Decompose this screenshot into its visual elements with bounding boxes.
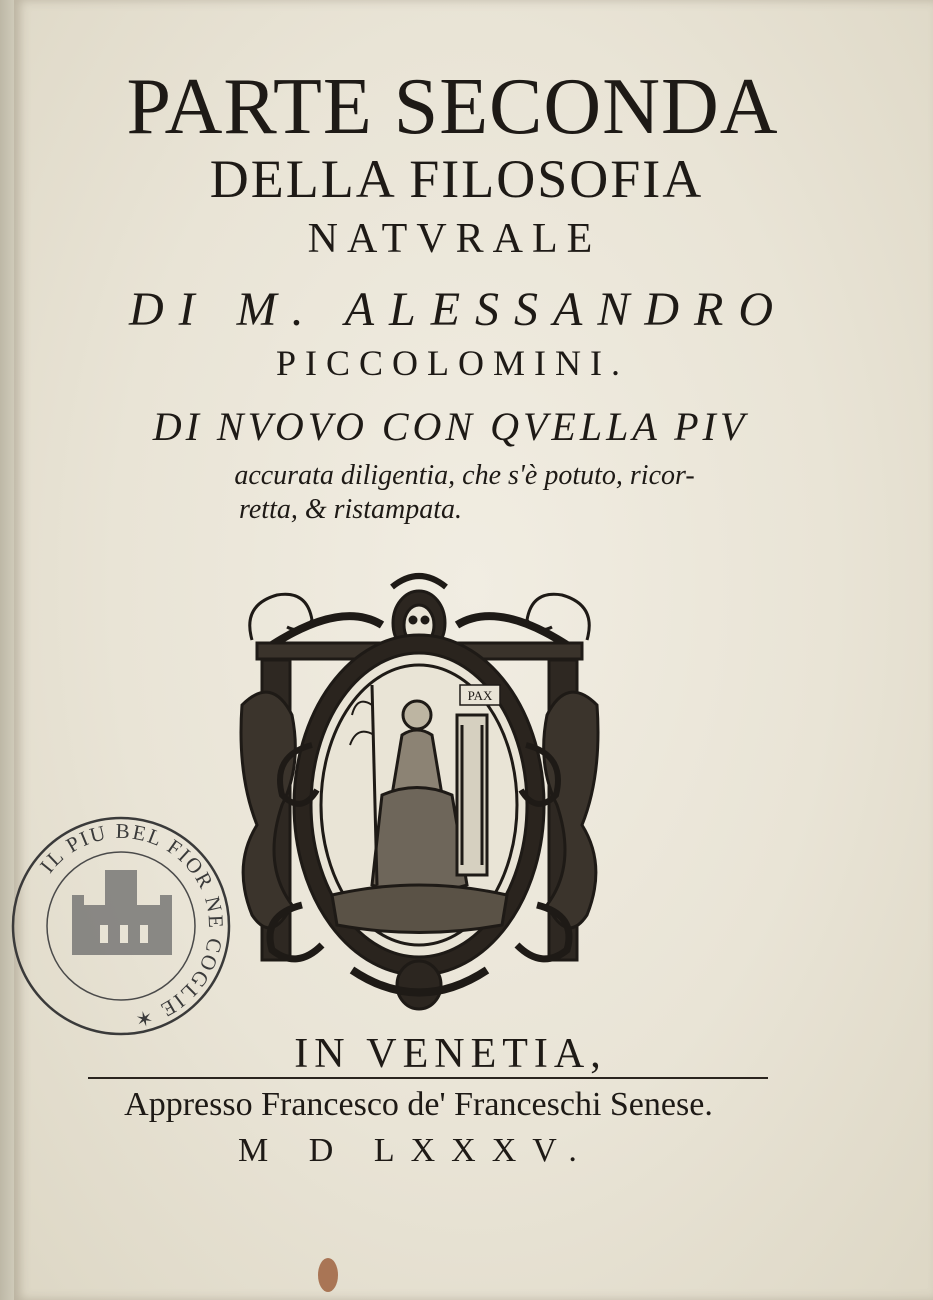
stamp-text: IL PIU BEL FIOR NE COGLIE ✶ <box>34 818 229 1033</box>
printers-device-woodcut <box>232 565 607 1020</box>
imprint-rule <box>88 1077 768 1079</box>
title-line-2: DELLA FILOSOFIA <box>209 149 704 209</box>
library-stamp <box>10 815 232 1037</box>
imprint-place: IN VENETIA, <box>294 1031 607 1077</box>
title-line-1: PARTE SECONDA <box>126 63 779 151</box>
title-line-3: NATVRALE <box>307 216 602 262</box>
imprint-printer: Appresso Francesco de' Franceschi Senese. <box>124 1086 713 1123</box>
foxing-stain <box>318 1258 338 1292</box>
edition-line-2: accurata diligentia, che s'è potuto, ricor- <box>234 460 695 491</box>
castle-icon <box>72 870 172 955</box>
imprint-year: M D LXXXV. <box>238 1132 593 1169</box>
device-motto: PAX <box>467 688 493 703</box>
edition-line-1: DI NVOVO CON QVELLA PIV <box>152 404 749 449</box>
author-line-2: PICCOLOMINI. <box>275 343 629 383</box>
author-line-1: DI M. ALESSANDRO <box>128 283 789 336</box>
edition-line-3: retta, & ristampata. <box>239 494 462 525</box>
